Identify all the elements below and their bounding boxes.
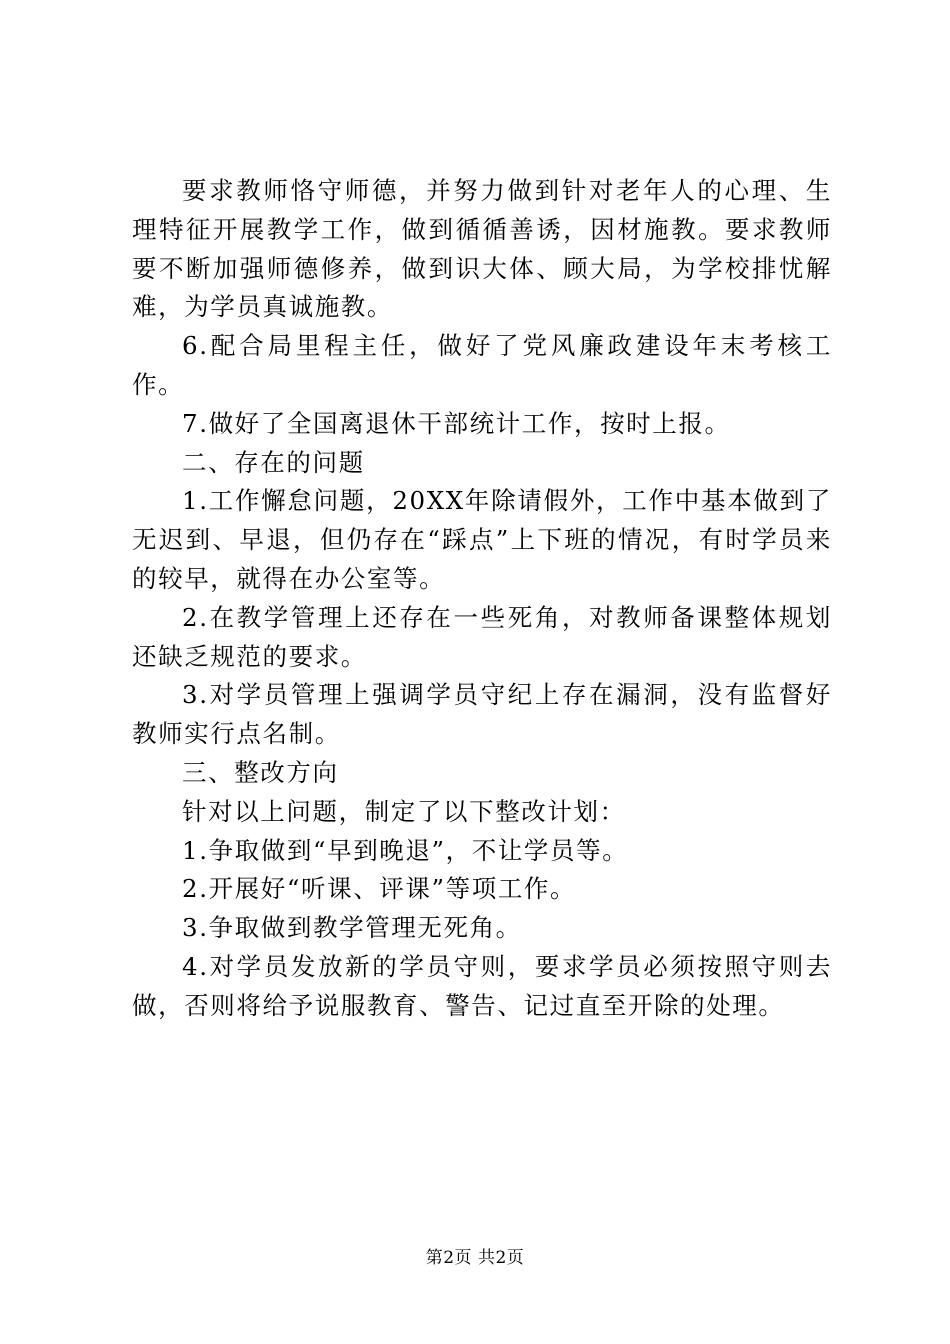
paragraph-teacher-ethics: 要求教师恪守师德，并努力做到针对老年人的心理、生理特征开展教学工作，做到循循善诱，因材施教。要求教师要不断加强师德修养，做到识大体、顾大局，为学校排忧解难，为学员真诚施教。	[132, 176, 832, 322]
page-number-footer: 第2页 共2页	[425, 1248, 525, 1268]
paragraph-plan-4: 4.对学员发放新的学员守则，要求学员必须按照守则去做，否则将给予说服教育、警告、记过直至开除的处理。	[132, 951, 832, 1020]
paragraph-item-6: 6.配合局里程主任，做好了党风廉政建设年末考核工作。	[132, 331, 832, 399]
paragraph-rectification-intro: 针对以上问题，制定了以下整改计划：	[182, 796, 626, 826]
section-heading-problems: 二、存在的问题	[182, 447, 365, 477]
paragraph-problem-1: 1.工作懈怠问题，20XX年除请假外，工作中基本做到了无迟到、早退，但仍存在“踩点”上下班的情况，有时学员来的较早，就得在办公室等。	[132, 486, 832, 593]
paragraph-item-7: 7.做好了全国离退休干部统计工作，按时上报。	[182, 408, 731, 438]
paragraph-problem-2: 2.在教学管理上还存在一些死角，对教师备课整体规划还缺乏规范的要求。	[132, 602, 832, 671]
document-body	[132, 172, 832, 1026]
paragraph-problem-3: 3.对学员管理上强调学员守纪上存在漏洞，没有监督好教师实行点名制。	[132, 680, 832, 749]
section-heading-rectification: 三、整改方向	[182, 757, 339, 787]
paragraph-plan-1: 1.争取做到“早到晚退”，不让学员等。	[182, 835, 629, 865]
paragraph-plan-2: 2.开展好“听课、评课”等项工作。	[182, 874, 577, 904]
paragraph-plan-3: 3.争取做到教学管理无死角。	[182, 913, 522, 943]
